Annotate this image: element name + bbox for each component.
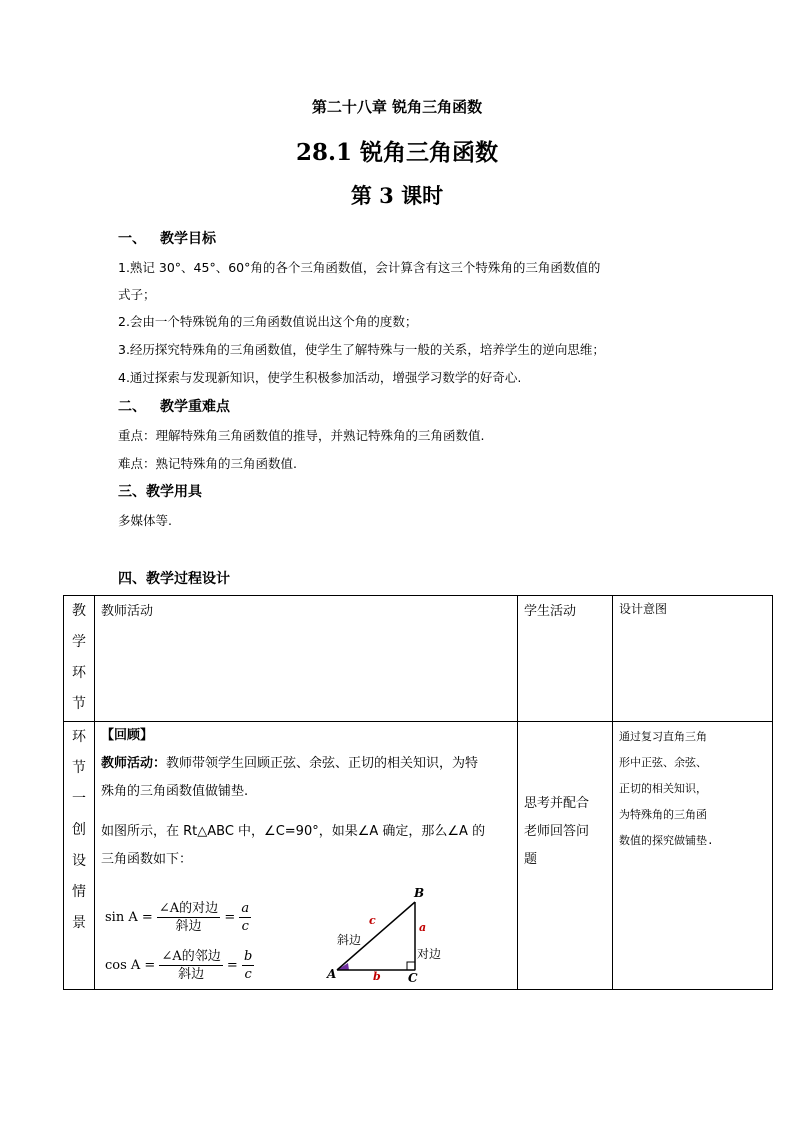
sin-formula — [105, 900, 251, 935]
side-c-label: c — [369, 914, 376, 927]
vertex-a-label: A — [327, 967, 337, 981]
student-header: 学生活动 — [524, 604, 577, 619]
sin-ratio — [239, 900, 251, 935]
cos-fraction — [159, 948, 222, 983]
figure-intro-line: 如图所示，在 Rt△ABC 中，∠C=90°，如果∠A 确定，那么∠A 的 — [101, 824, 486, 839]
section-title: 教学用具 — [146, 484, 202, 500]
table-row — [64, 722, 773, 990]
section-heading-process — [118, 568, 230, 588]
teacher-header-cell — [95, 596, 518, 722]
teacher-header: 教师活动 — [101, 604, 154, 619]
cos-ratio-den: c — [244, 967, 252, 982]
design-intent-cell — [613, 722, 773, 990]
design-intent-line: 通过复习直角三角 — [619, 730, 707, 743]
student-activity-line: 题 — [524, 852, 538, 867]
cos-lhs: cos A = — [105, 958, 156, 973]
teacher-activity-text: 教师带领学生回顾正弦、余弦、正切的相关知识，为特 — [166, 756, 479, 771]
tools-line: 多媒体等. — [118, 513, 172, 528]
opposite-label: 对边 — [417, 947, 442, 961]
right-triangle-diagram — [325, 882, 455, 982]
stage-header-char: 教 — [72, 603, 86, 619]
objective-line: 4.通过探索与发现新知识，使学生积极参加活动，增强学习数学的好奇心. — [118, 370, 522, 385]
equals-sign: = — [224, 910, 236, 925]
section-heading-objectives — [118, 228, 216, 248]
stage-header-char: 环 — [72, 665, 86, 681]
sin-ratio-den: c — [241, 919, 249, 934]
right-angle-marker — [407, 962, 415, 970]
key-point-line: 重点：理解特殊角三角函数值的推导，并熟记特殊角的三角函数值. — [118, 428, 485, 443]
stage-header-char: 节 — [72, 696, 86, 712]
cos-numerator: ∠A的邻边 — [161, 949, 221, 964]
teacher-activity-label: 教师活动： — [101, 756, 167, 771]
design-header-cell — [613, 596, 773, 722]
vertex-b-label: B — [414, 886, 425, 900]
section-number: 一、 — [118, 231, 146, 247]
section-title: 四、 — [118, 571, 146, 587]
objective-line: 3.经历探究特殊角的三角函数值，使学生了解特殊与一般的关系，培养学生的逆向思维； — [118, 342, 605, 357]
objective-line: 式子； — [118, 287, 156, 302]
section-title: 教学目标 — [160, 231, 216, 247]
stage-char: 设 — [72, 853, 86, 869]
cos-ratio — [242, 948, 254, 983]
objective-line: 2.会由一个特殊锐角的三角函数值说出这个角的度数； — [118, 314, 418, 329]
stage-char: 创 — [72, 822, 86, 838]
stage-char: 情 — [72, 884, 86, 900]
chapter-title: 第二十八章 锐角三角函数 — [311, 98, 483, 116]
design-header: 设计意图 — [619, 602, 668, 616]
sin-lhs: sin A = — [105, 910, 153, 925]
student-header-cell — [518, 596, 613, 722]
stage-header-char: 学 — [72, 634, 86, 650]
lesson-title: 28.1 锐角三角函数 — [295, 139, 499, 166]
teacher-activity-line — [101, 750, 511, 778]
side-a-label: a — [419, 921, 427, 934]
stage-header-cell — [64, 596, 95, 722]
section-title: 三、 — [118, 484, 146, 500]
stage-char: 一 — [72, 791, 86, 807]
section-number: 二、 — [118, 399, 146, 415]
stage-cell — [64, 722, 95, 990]
period-title: 第 3 课时 — [350, 183, 444, 208]
vertex-c-label: C — [408, 971, 418, 982]
sin-ratio-num: a — [241, 901, 250, 916]
cos-ratio-num: b — [243, 949, 253, 964]
design-intent-line: 正切的相关知识， — [619, 782, 707, 795]
process-table — [63, 595, 773, 990]
stage-char: 环 — [72, 729, 86, 745]
cos-formula — [105, 948, 254, 983]
sin-denominator: 斜边 — [175, 919, 202, 934]
objective-line: 1.熟记 30°、45°、60°角的各个三角函数值，会计算含有这三个特殊角的三角函数值的 — [118, 260, 601, 275]
sin-fraction — [157, 900, 220, 935]
section-title: 教学重难点 — [160, 399, 230, 415]
student-activity-line: 老师回答问 — [524, 824, 590, 839]
figure-intro-line: 三角函数如下： — [101, 852, 193, 867]
table-header-row — [64, 596, 773, 722]
stage-char: 节 — [72, 760, 86, 776]
side-b-label: b — [373, 970, 381, 982]
cos-denominator: 斜边 — [178, 967, 205, 982]
equals-sign: = — [226, 958, 238, 973]
review-title: 【回顾】 — [101, 728, 154, 743]
teacher-activity-cell — [95, 722, 518, 990]
design-intent-line: 数值的探究做铺垫. — [619, 834, 714, 847]
design-intent-line: 形中正弦、余弦、 — [619, 756, 707, 769]
sin-numerator: ∠A的对边 — [158, 901, 219, 916]
section-heading-tools — [118, 481, 202, 501]
hypotenuse-label: 斜边 — [337, 933, 362, 947]
stage-char: 景 — [72, 915, 86, 931]
teacher-activity-line: 殊角的三角函数值做铺垫. — [101, 784, 249, 799]
section-title: 教学过程设计 — [146, 571, 230, 587]
student-activity-cell — [518, 722, 613, 990]
student-activity-line: 思考并配合 — [524, 796, 590, 811]
design-intent-line: 为特殊角的三角函 — [619, 808, 707, 821]
key-point-line: 难点：熟记特殊角的三角函数值. — [118, 456, 297, 471]
section-heading-key-points — [118, 396, 230, 416]
